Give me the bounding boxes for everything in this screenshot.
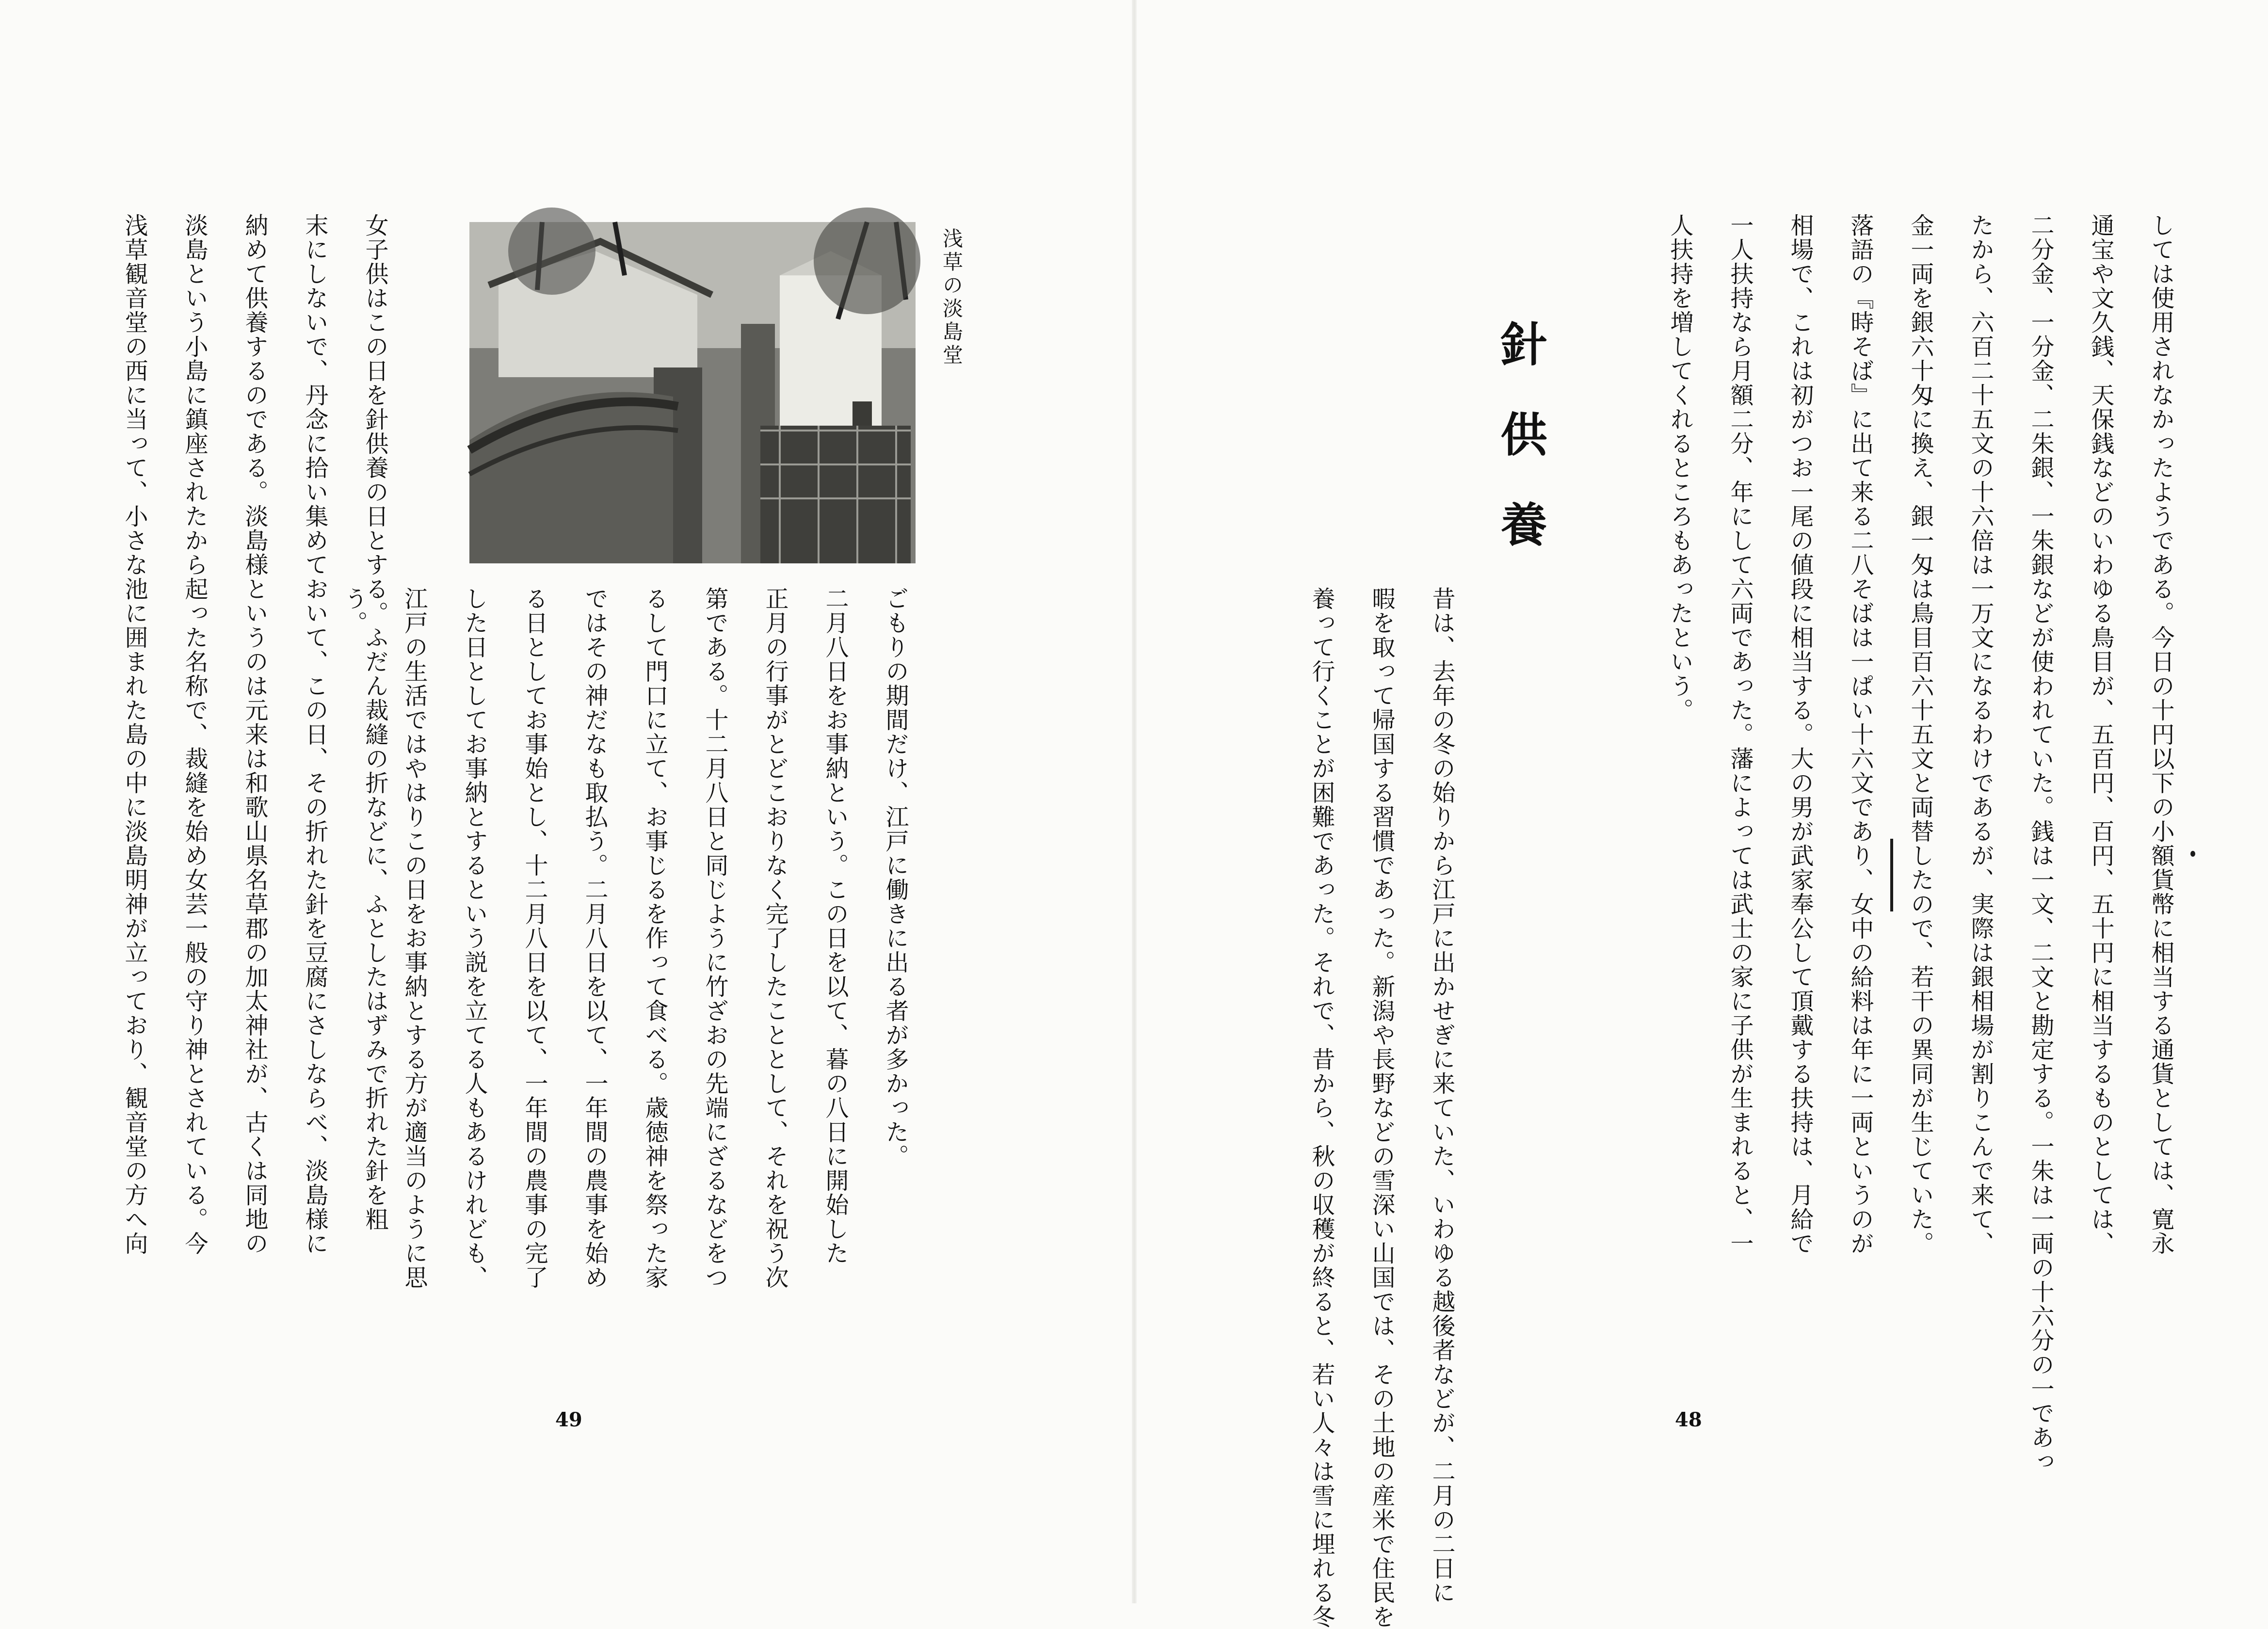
ink-mark xyxy=(2190,851,2195,857)
paragraph: 女子供はこの日を針供養の日とする。ふだん裁縫の折などに、ふとしたはずみで折れた針を粗 末にしないで、丹念に拾い集めておいて、この日、その折れた針を豆腐にさしならべ、淡島様に 納めて供養するのである。淡島様というのは元来は和歌山県名草郡の加太神社が、古くは同地の 淡島という小島に鎮座されたから起った名称で、裁縫を始め女芸一般の守り神とされている。今 浅草観音堂の西に当って、小さな池に囲まれた島の中に淡島明神が立っており、観音堂の方へ向 xyxy=(121,213,388,1256)
page-number: 49 xyxy=(555,1408,582,1431)
ink-mark xyxy=(1890,839,1893,911)
page-48 xyxy=(1134,0,2268,1629)
right-page-bottom-text xyxy=(1304,587,1472,1629)
page-number: 48 xyxy=(1675,1408,1702,1431)
photo-image xyxy=(469,222,916,563)
section-heading: 針供養 xyxy=(1493,320,1548,591)
left-page-lower-text xyxy=(121,213,405,1377)
photo-awashima-hall xyxy=(469,222,916,563)
paragraph: ごもりの期間だけ、江戸に働きに出る者が多かった。 二月八日をお事納という。この日を以て、暮の八日に開始した 正月の行事がとどこおりなく完了したこととして、それを祝う次 第である。十二月八日と同じように竹ざおの先端にざるなどをつ るして門口に立て、お事じるを作って食べる。歳徳神を祭った家 ではその神だなも取払う。二月八日を以て、一年間の農事を始め る日としてお事始とし、十二月八日を以て、一年間の農事の完了 した日としてお事納とするという説を立てる人もあるけれども、 江戸の生活ではやはりこの日をお事納とする方が適当のように思 う。 xyxy=(340,587,909,1290)
paragraph: しては使用されなかったようである。今日の十円以下の小額貨幣に相当する通貨としては、寛永 通宝や文久銭、天保銭などのいわゆる鳥目が、五百円、百円、五十円に相当するものとしては、 二分金、一分金、二朱銀、一朱銀などが使われていた。銭は一文、二文と勘定する。一朱は一両の十六分の一であっ たから、六百二十五文の十六倍は一万文になるわけであるが、実際は銀相場が割りこんで来て、 金一両を銀六十匁に換え、銀一匁は鳥目百六十五文と両替したので、若干の異同が生じていた。 落語の『時そば』に出て来る二八そばは一ぱい十六文であり、女中の給料は年に一両というのが 相場で、これは初がつお一尾の値段に相当する。大の男が武家奉公して頂戴する扶持は、月給で 一人扶持なら月額二分、年にして六両であった。藩によっては武士の家に子供が生まれると、一 人扶持を増してくれるところもあったという。 xyxy=(1666,213,2174,1474)
paragraph: 昔は、去年の冬の始りから江戸に出かせぎに来ていた、いわゆる越後者などが、二月の二日に 暇を取って帰国する習慣であった。新潟や長野などの雪深い山国では、その土地の産米で住民を 養って行くことが困難であった。それで、昔から、秋の収穫が終ると、若い人々は雪に埋れる冬 xyxy=(1308,587,1455,1629)
photo-caption: 浅草の淡島堂 xyxy=(940,228,964,367)
page-49 xyxy=(0,0,1134,1603)
left-page-upper-text xyxy=(340,587,925,1382)
